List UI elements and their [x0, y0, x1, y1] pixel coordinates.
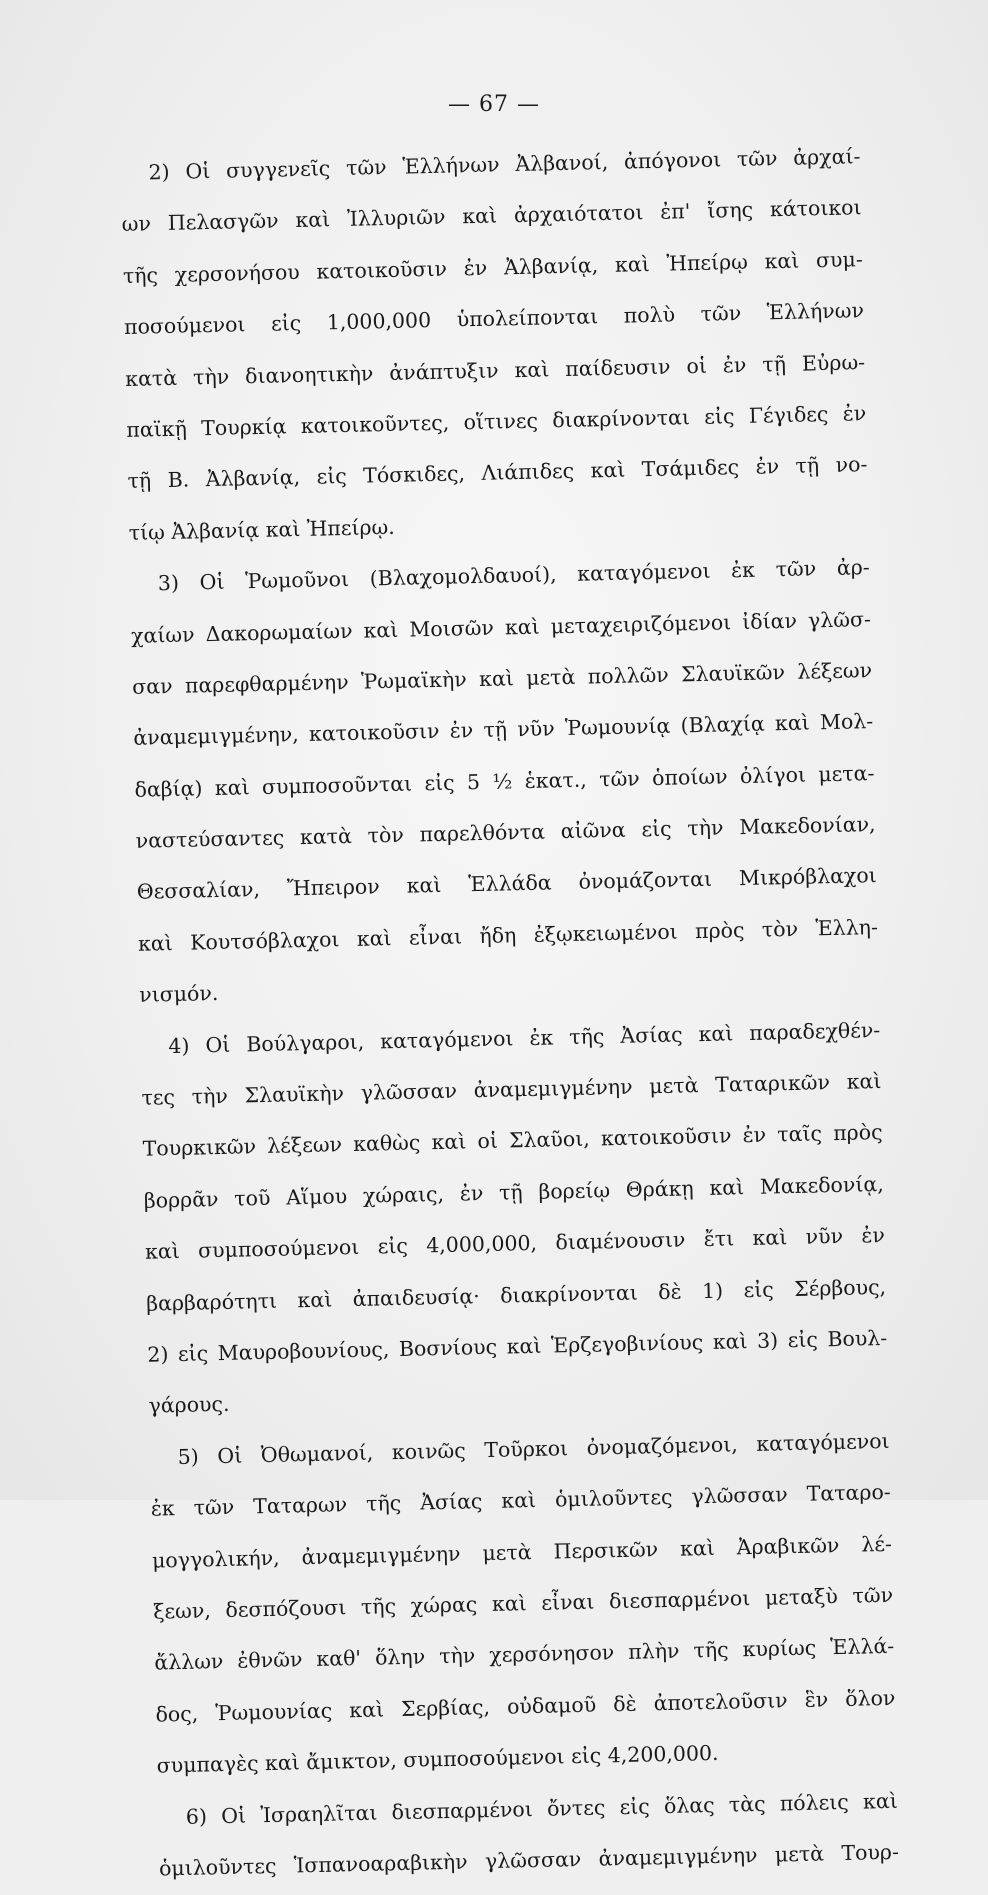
text-line: τες τὴν Σλαυϊκὴν γλῶσσαν ἀναμεμιγμένην μετὰ Ταταρικῶν καὶ	[141, 1069, 882, 1110]
text-line: τίῳ Ἀλβανίᾳ καὶ Ἠπείρῳ.	[128, 514, 395, 545]
text-line: ἄλλων ἐθνῶν καθ' ὅλην τὴν χερσόνησον πλὴν τῆς κυρίως Ἑλλά-	[154, 1634, 895, 1675]
text-line: χαίων Δακορωμαίων καὶ Μοισῶν καὶ μεταχειριζόμενοι ἰδίαν γλῶσ-	[130, 606, 872, 648]
text-line: 5) Οἱ Ὀθωμανοί, κοινῶς Τοῦρκοι ὀνομαζόμενοι, καταγόμενοι	[177, 1428, 890, 1469]
text-line: ων Πελασγῶν καὶ Ἰλλυριῶν καὶ ἀρχαιότατοι ἐπ' ἴσης κάτοικοι	[121, 195, 862, 237]
text-line: ναστεύσαντες κατὰ τὸν παρελθόντα αἰῶνα εἰς τὴν Μακεδονίαν,	[135, 812, 876, 853]
text-line: μογγολικήν, ἀναμεμιγμένην μετὰ Περσικῶν καὶ Ἀραβικῶν λέ-	[151, 1531, 893, 1573]
text-line: 4) Οἱ Βούλγαροι, καταγόμενοι ἐκ τῆς Ἀσίας καὶ παραδεχθέν-	[168, 1017, 881, 1058]
text-line: καὶ Κουτσόβλαχοι καὶ εἶναι ἤδη ἐξῳκειωμένοι πρὸς τὸν Ἑλλη-	[137, 914, 879, 956]
text-line: συμπαγὲς καὶ ἄμικτον, συμποσούμενοι εἰς 4,200,000.	[156, 1740, 719, 1778]
text-line: δος, Ῥωμουνίας καὶ Σερβίας, οὐδαμοῦ δὲ ἀποτελοῦσιν ἓν ὅλον	[155, 1685, 896, 1727]
text-line: κατὰ τὴν διανοητικὴν ἀνάπτυξιν καὶ παίδευσιν οἱ ἐν τῇ Εὐρω-	[124, 349, 866, 391]
text-line: 2) εἰς Μαυροβουνίους, Βοσνίους καὶ Ἑρζεγοβινίους καὶ 3) εἰς Βουλ-	[147, 1325, 888, 1367]
text-line: δαβίᾳ) καὶ συμποσοῦνται εἰς 5 ½ ἑκατ., τῶν ὁποίων ὀλίγοι μετα-	[134, 760, 875, 802]
text-line: παϊκῇ Τουρκίᾳ κατοικοῦντες, οἵτινες διακρίνονται εἰς Γέγιδες ἐν	[126, 401, 867, 442]
body-text	[120, 131, 899, 1895]
text-line: βαρβαρότητι καὶ ἀπαιδευσίᾳ· διακρίνονται δὲ 1) εἰς Σέρβους,	[145, 1274, 887, 1316]
text-line: γάρους.	[148, 1392, 230, 1419]
text-line: ποσούμενοι εἰς 1,000,000 ὑπολείπονται πολὺ τῶν Ἑλλήνων	[123, 298, 865, 340]
page-number: — 67 —	[448, 92, 540, 117]
text-line: τῆς χερσονήσου κατοικοῦσιν ἐν Ἀλβανίᾳ, καὶ Ἠπείρῳ καὶ συμ-	[122, 246, 863, 288]
text-line: ὁμιλοῦντες Ἱσπανοαραβικὴν γλῶσσαν ἀναμεμιγμένην μετὰ Τουρ-	[158, 1839, 900, 1881]
text-line: 3) Οἱ Ῥωμοῦνοι (Βλαχομολδαυοί), καταγόμενοι ἐκ τῶν ἀρ-	[157, 555, 870, 596]
text-line: βορρᾶν τοῦ Αἵμου χώραις, ἐν τῇ βορείῳ Θράκῃ καὶ Μακεδονίᾳ,	[143, 1171, 884, 1213]
text-line: ξεων, δεσπόζουσι τῆς χώρας καὶ εἶναι διεσπαρμένοι μεταξὺ τῶν	[152, 1582, 894, 1624]
text-line: ἐκ τῶν Ταταρων τῆς Ἀσίας καὶ ὁμιλοῦντες γλῶσσαν Ταταρο-	[150, 1480, 891, 1521]
text-line: Τουρκικῶν λέξεων καθὼς καὶ οἱ Σλαῦοι, κατοικοῦσιν ἐν ταῖς πρὸς	[142, 1120, 883, 1162]
text-line: 2) Οἱ συγγενεῖς τῶν Ἑλλήνων Ἀλβανοί, ἀπόγονοι τῶν ἀρχαί-	[148, 144, 861, 185]
text-line: τῇ Β. Ἀλβανίᾳ, εἰς Τόσκιδες, Λιάπιδες καὶ Τσάμιδες ἐν τῇ νο-	[127, 452, 868, 494]
text-line: καὶ συμποσούμενοι εἰς 4,000,000, διαμένουσιν ἔτι καὶ νῦν ἐν	[144, 1223, 886, 1264]
text-line: Θεσσαλίαν, Ἤπειρον καὶ Ἑλλάδα ὀνομάζονται Μικρόβλαχοι	[136, 863, 877, 905]
text-line: ἀναμεμιγμένην, κατοικοῦσιν ἐν τῇ νῦν Ῥωμουνίᾳ (Βλαχίᾳ καὶ Μολ-	[133, 709, 874, 751]
text-line: νισμόν.	[138, 981, 219, 1008]
text-line: σαν παρεφθαρμένην Ῥωμαϊκὴν καὶ μετὰ πολλῶν Σλαυϊκῶν λέξεων	[131, 657, 873, 699]
text-line: 6) Οἱ Ἰσραηλῖται διεσπαρμένοι ὄντες εἰς ὅλας τὰς πόλεις καὶ	[185, 1788, 898, 1829]
